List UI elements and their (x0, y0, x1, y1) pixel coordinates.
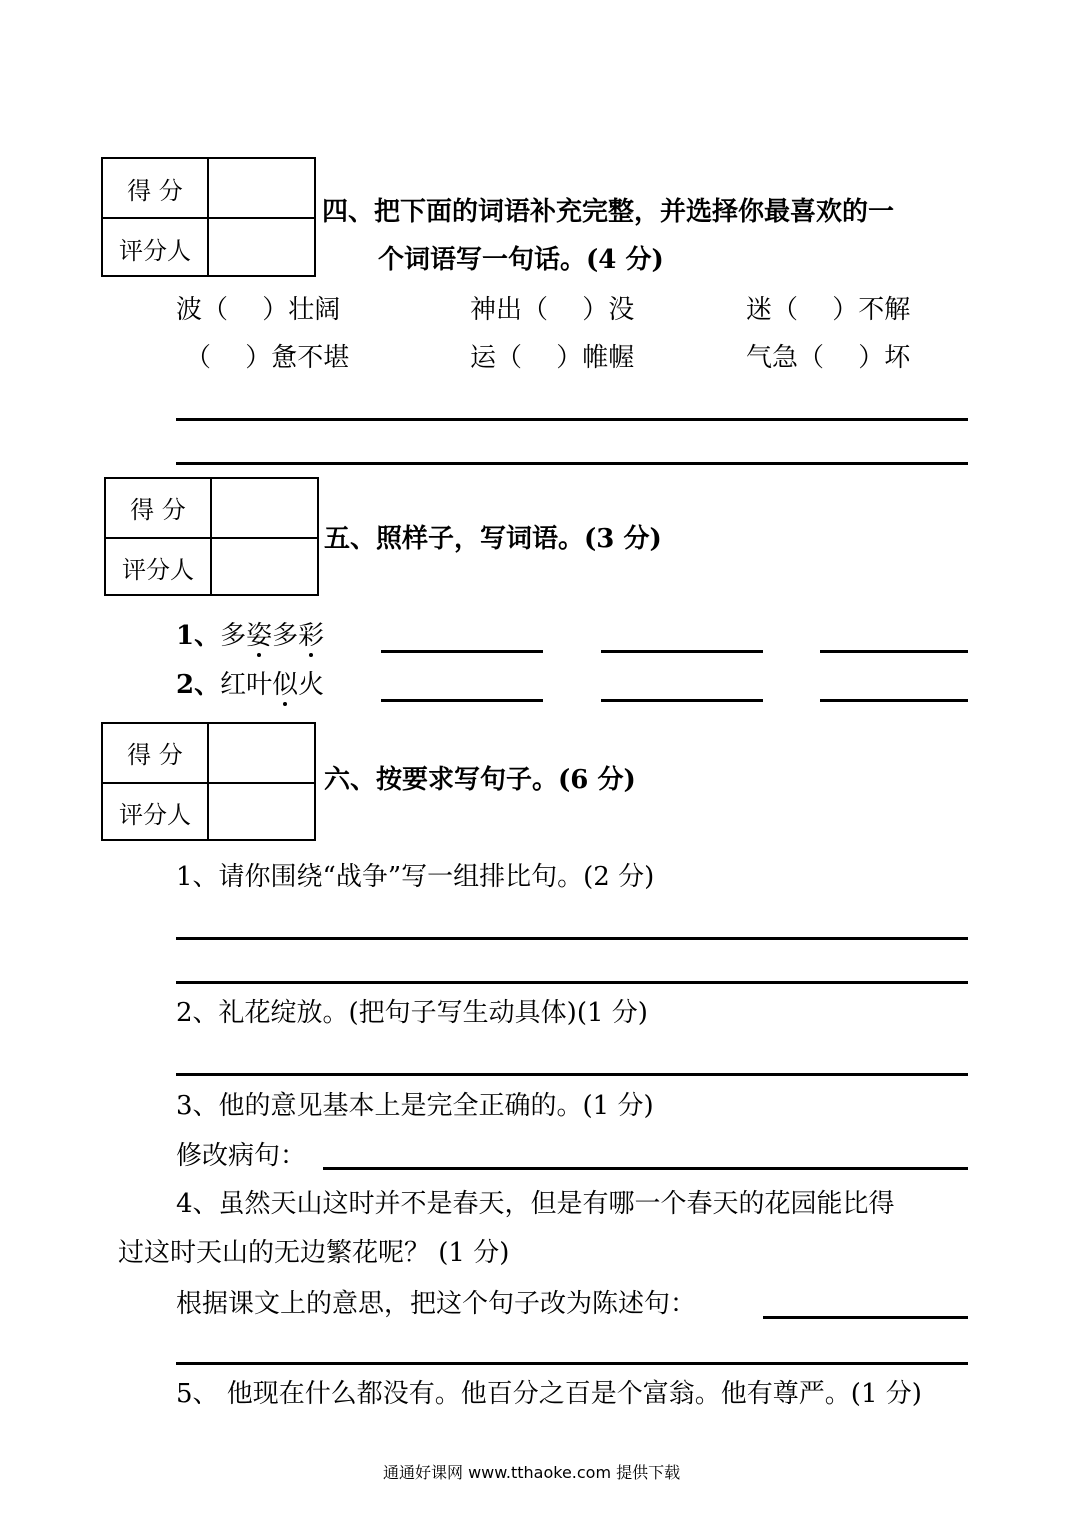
section6-heading: 六、按要求写句子。(6 分) (324, 765, 636, 795)
answer-line[interactable] (763, 1316, 968, 1319)
question-2: 2、礼花绽放。(把句子写生动具体)(1 分) (176, 998, 648, 1028)
grader-value-cell[interactable] (212, 539, 317, 597)
answer-line[interactable] (820, 699, 968, 702)
section5-heading: 五、照样子，写词语。(3 分) (324, 524, 662, 554)
question-4-line1: 4、虽然天山这时并不是春天，但是有哪一个春天的花园能比得 (176, 1189, 895, 1219)
example-word-2: 2、红叶似火 (176, 670, 325, 700)
answer-line[interactable] (176, 1073, 968, 1076)
score-label: 得 分 (103, 724, 209, 782)
example-word-1: 1、多姿多彩 (176, 621, 325, 651)
item-number: 1、 (176, 621, 221, 651)
score-value-cell[interactable] (212, 479, 317, 537)
word-item: 神出（ ）没 (470, 295, 635, 325)
question-4-line2: 过这时天山的无边繁花呢？ (1 分) (118, 1238, 510, 1268)
question-3: 3、他的意见基本上是完全正确的。(1 分) (176, 1091, 654, 1121)
word-item: （ ）惫不堪 (185, 343, 350, 373)
score-label: 得 分 (103, 159, 209, 217)
answer-line[interactable] (176, 1362, 968, 1365)
grader-label: 评分人 (103, 219, 209, 277)
question-4-prompt: 根据课文上的意思，把这个句子改为陈述句： (176, 1289, 697, 1319)
answer-line[interactable] (601, 650, 763, 653)
answer-line[interactable] (176, 462, 968, 465)
emphasis-char: 彩 (298, 621, 325, 651)
word-item: 运（ ）帷幄 (470, 343, 635, 373)
grader-value-cell[interactable] (209, 219, 314, 277)
answer-line[interactable] (381, 650, 543, 653)
word-item: 迷（ ）不解 (746, 295, 911, 325)
question-3-prompt: 修改病句： (176, 1141, 307, 1171)
score-box-section6 (101, 722, 316, 841)
answer-line[interactable] (176, 937, 968, 940)
question-1: 1、请你围绕“战争”写一组排比句。(2 分) (176, 862, 655, 892)
grader-value-cell[interactable] (209, 784, 314, 842)
score-box-section4 (101, 157, 316, 277)
section4-heading-line1: 四、把下面的词语补充完整，并选择你最喜欢的一 (322, 197, 895, 227)
answer-line[interactable] (176, 418, 968, 421)
emphasis-char: 似 (272, 670, 299, 700)
emphasis-char: 姿 (246, 621, 273, 651)
section4-heading-line2: 个词语写一句话。(4 分) (378, 245, 664, 275)
score-label: 得 分 (106, 479, 212, 537)
footer-text: 通通好课网 www.tthaoke.com 提供下载 (383, 1463, 681, 1482)
word-item: 气急（ ）坏 (746, 343, 911, 373)
grader-label: 评分人 (106, 539, 212, 597)
answer-line[interactable] (381, 699, 543, 702)
grader-label: 评分人 (103, 784, 209, 842)
item-number: 2、 (176, 670, 221, 700)
score-box-section5 (104, 477, 319, 596)
answer-line[interactable] (601, 699, 763, 702)
score-value-cell[interactable] (209, 724, 314, 782)
question-5: 5、 他现在什么都没有。他百分之百是个富翁。他有尊严。(1 分) (176, 1379, 922, 1409)
answer-line[interactable] (176, 981, 968, 984)
score-value-cell[interactable] (209, 159, 314, 217)
word-item: 波（ ）壮阔 (176, 295, 341, 325)
answer-line[interactable] (323, 1167, 968, 1170)
answer-line[interactable] (820, 650, 968, 653)
